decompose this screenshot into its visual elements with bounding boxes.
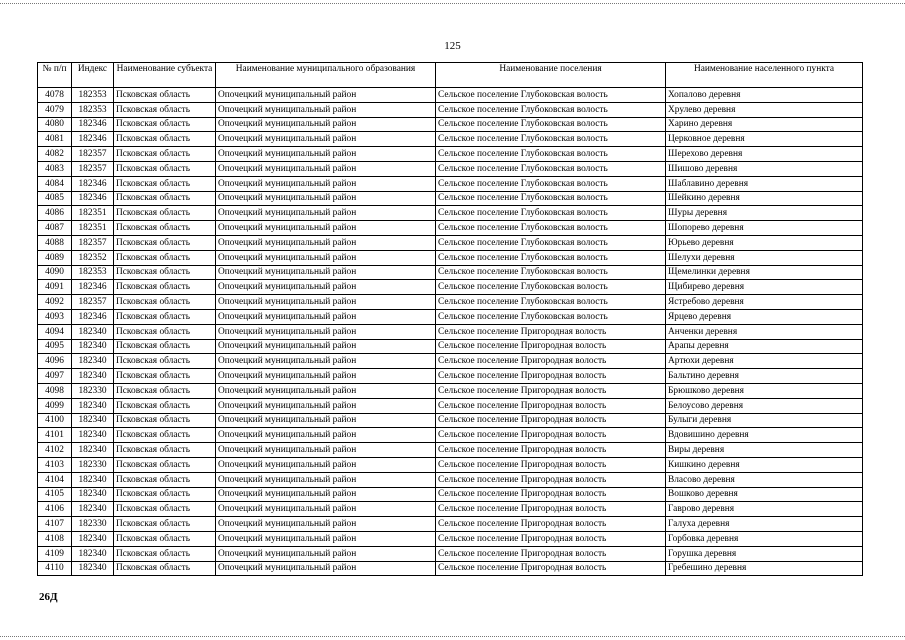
cell-index: 182340 <box>72 502 114 517</box>
cell-municipality: Опочецкий муниципальный район <box>216 295 436 310</box>
cell-settlement: Сельское поселение Глубоковская волость <box>436 265 666 280</box>
cell-settlement: Сельское поселение Глубоковская волость <box>436 221 666 236</box>
cell-municipality: Опочецкий муниципальный район <box>216 517 436 532</box>
cell-index: 182352 <box>72 250 114 265</box>
cell-subject: Псковская область <box>114 117 216 132</box>
table-row <box>38 413 863 428</box>
table-row <box>38 206 863 221</box>
cell-municipality: Опочецкий муниципальный район <box>216 398 436 413</box>
table-row <box>38 221 863 236</box>
cell-settlement: Сельское поселение Глубоковская волость <box>436 88 666 103</box>
cell-subject: Псковская область <box>114 428 216 443</box>
cell-locality: Бальтино деревня <box>666 369 863 384</box>
settlements-table <box>37 62 863 576</box>
cell-settlement: Сельское поселение Глубоковская волость <box>436 191 666 206</box>
cell-subject: Псковская область <box>114 280 216 295</box>
cell-index: 182340 <box>72 428 114 443</box>
table-row <box>38 309 863 324</box>
cell-municipality: Опочецкий муниципальный район <box>216 457 436 472</box>
table-row <box>38 132 863 147</box>
cell-index: 182340 <box>72 561 114 576</box>
cell-index: 182330 <box>72 383 114 398</box>
cell-number: 4088 <box>38 235 72 250</box>
cell-number: 4110 <box>38 561 72 576</box>
cell-number: 4081 <box>38 132 72 147</box>
cell-municipality: Опочецкий муниципальный район <box>216 132 436 147</box>
cell-subject: Псковская область <box>114 250 216 265</box>
cell-index: 182340 <box>72 531 114 546</box>
table-row <box>38 191 863 206</box>
cell-municipality: Опочецкий муниципальный район <box>216 280 436 295</box>
page-number: 125 <box>444 40 461 52</box>
cell-settlement: Сельское поселение Пригородная волость <box>436 472 666 487</box>
cell-locality: Щемелинки деревня <box>666 265 863 280</box>
cell-locality: Горбовка деревня <box>666 531 863 546</box>
cell-subject: Псковская область <box>114 531 216 546</box>
cell-locality: Вошково деревня <box>666 487 863 502</box>
cell-number: 4079 <box>38 102 72 117</box>
cell-locality: Гребешино деревня <box>666 561 863 576</box>
cell-index: 182351 <box>72 221 114 236</box>
cell-subject: Псковская область <box>114 339 216 354</box>
cell-settlement: Сельское поселение Пригородная волость <box>436 369 666 384</box>
cell-settlement: Сельское поселение Пригородная волость <box>436 398 666 413</box>
cell-locality: Булыги деревня <box>666 413 863 428</box>
cell-locality: Ярцево деревня <box>666 309 863 324</box>
table-row <box>38 561 863 576</box>
cell-number: 4080 <box>38 117 72 132</box>
cell-number: 4089 <box>38 250 72 265</box>
cell-index: 182330 <box>72 457 114 472</box>
cell-subject: Псковская область <box>114 487 216 502</box>
cell-subject: Псковская область <box>114 383 216 398</box>
cell-subject: Псковская область <box>114 235 216 250</box>
cell-locality: Шаблавино деревня <box>666 176 863 191</box>
cell-number: 4078 <box>38 88 72 103</box>
cell-subject: Псковская область <box>114 369 216 384</box>
cell-number: 4090 <box>38 265 72 280</box>
header-locality: Наименование населенного пункта <box>666 63 863 88</box>
table-row <box>38 265 863 280</box>
cell-municipality: Опочецкий муниципальный район <box>216 413 436 428</box>
header-settlement: Наименование поселения <box>436 63 666 88</box>
cell-index: 182340 <box>72 413 114 428</box>
table-row <box>38 487 863 502</box>
table-row <box>38 295 863 310</box>
cell-subject: Псковская область <box>114 309 216 324</box>
cell-settlement: Сельское поселение Пригородная волость <box>436 531 666 546</box>
cell-index: 182357 <box>72 295 114 310</box>
cell-settlement: Сельское поселение Глубоковская волость <box>436 176 666 191</box>
cell-settlement: Сельское поселение Пригородная волость <box>436 561 666 576</box>
cell-locality: Церковное деревня <box>666 132 863 147</box>
cell-locality: Белоусово деревня <box>666 398 863 413</box>
cell-municipality: Опочецкий муниципальный район <box>216 309 436 324</box>
cell-locality: Хрулево деревня <box>666 102 863 117</box>
cell-subject: Псковская область <box>114 398 216 413</box>
cell-municipality: Опочецкий муниципальный район <box>216 191 436 206</box>
cell-municipality: Опочецкий муниципальный район <box>216 443 436 458</box>
table-body <box>38 88 863 576</box>
cell-settlement: Сельское поселение Глубоковская волость <box>436 235 666 250</box>
cell-locality: Гаврово деревня <box>666 502 863 517</box>
cell-settlement: Сельское поселение Пригородная волость <box>436 354 666 369</box>
cell-municipality: Опочецкий муниципальный район <box>216 502 436 517</box>
cell-index: 182340 <box>72 339 114 354</box>
cell-number: 4096 <box>38 354 72 369</box>
cell-municipality: Опочецкий муниципальный район <box>216 531 436 546</box>
cell-index: 182340 <box>72 487 114 502</box>
cell-settlement: Сельское поселение Пригородная волость <box>436 413 666 428</box>
cell-locality: Шуры деревня <box>666 206 863 221</box>
cell-settlement: Сельское поселение Пригородная волость <box>436 443 666 458</box>
cell-subject: Псковская область <box>114 443 216 458</box>
cell-municipality: Опочецкий муниципальный район <box>216 487 436 502</box>
cell-locality: Шейкино деревня <box>666 191 863 206</box>
cell-index: 182340 <box>72 324 114 339</box>
cell-locality: Шерехово деревня <box>666 147 863 162</box>
cell-index: 182330 <box>72 517 114 532</box>
cell-index: 182353 <box>72 265 114 280</box>
cell-locality: Галуха деревня <box>666 517 863 532</box>
cell-locality: Хопалово деревня <box>666 88 863 103</box>
table-row <box>38 457 863 472</box>
cell-municipality: Опочецкий муниципальный район <box>216 250 436 265</box>
cell-settlement: Сельское поселение Пригородная волость <box>436 383 666 398</box>
cell-number: 4082 <box>38 147 72 162</box>
cell-municipality: Опочецкий муниципальный район <box>216 176 436 191</box>
cell-index: 182357 <box>72 235 114 250</box>
table-row <box>38 398 863 413</box>
cell-subject: Псковская область <box>114 206 216 221</box>
table-row <box>38 161 863 176</box>
cell-locality: Щибирево деревня <box>666 280 863 295</box>
cell-subject: Псковская область <box>114 295 216 310</box>
header-index: Индекс <box>72 63 114 88</box>
cell-locality: Шишово деревня <box>666 161 863 176</box>
header-subject: Наименование субъекта <box>114 63 216 88</box>
cell-index: 182346 <box>72 309 114 324</box>
cell-subject: Псковская область <box>114 324 216 339</box>
cell-index: 182340 <box>72 472 114 487</box>
cell-settlement: Сельское поселение Глубоковская волость <box>436 132 666 147</box>
cell-subject: Псковская область <box>114 176 216 191</box>
cell-index: 182340 <box>72 546 114 561</box>
cell-subject: Псковская область <box>114 147 216 162</box>
cell-subject: Псковская область <box>114 191 216 206</box>
cell-index: 182340 <box>72 354 114 369</box>
cell-settlement: Сельское поселение Глубоковская волость <box>436 250 666 265</box>
cell-index: 182353 <box>72 102 114 117</box>
cell-locality: Брюшково деревня <box>666 383 863 398</box>
cell-number: 4095 <box>38 339 72 354</box>
cell-settlement: Сельское поселение Глубоковская волость <box>436 117 666 132</box>
cell-locality: Кишкино деревня <box>666 457 863 472</box>
cell-municipality: Опочецкий муниципальный район <box>216 561 436 576</box>
cell-subject: Псковская область <box>114 265 216 280</box>
cell-number: 4100 <box>38 413 72 428</box>
cell-settlement: Сельское поселение Глубоковская волость <box>436 309 666 324</box>
cell-municipality: Опочецкий муниципальный район <box>216 339 436 354</box>
cell-municipality: Опочецкий муниципальный район <box>216 147 436 162</box>
table-row <box>38 88 863 103</box>
cell-settlement: Сельское поселение Пригородная волость <box>436 517 666 532</box>
cell-index: 182340 <box>72 443 114 458</box>
cell-number: 4084 <box>38 176 72 191</box>
table-row <box>38 472 863 487</box>
table-row <box>38 546 863 561</box>
cell-subject: Псковская область <box>114 457 216 472</box>
table-row <box>38 280 863 295</box>
cell-settlement: Сельское поселение Глубоковская волость <box>436 102 666 117</box>
cell-subject: Псковская область <box>114 413 216 428</box>
cell-subject: Псковская область <box>114 132 216 147</box>
cell-locality: Вдовишино деревня <box>666 428 863 443</box>
cell-subject: Псковская область <box>114 161 216 176</box>
cell-settlement: Сельское поселение Глубоковская волость <box>436 280 666 295</box>
cell-municipality: Опочецкий муниципальный район <box>216 369 436 384</box>
cell-number: 4105 <box>38 487 72 502</box>
cell-settlement: Сельское поселение Пригородная волость <box>436 339 666 354</box>
table-row <box>38 383 863 398</box>
cell-number: 4085 <box>38 191 72 206</box>
table-header-row <box>38 63 863 88</box>
cell-locality: Виры деревня <box>666 443 863 458</box>
table-row <box>38 102 863 117</box>
cell-index: 182351 <box>72 206 114 221</box>
cell-subject: Псковская область <box>114 561 216 576</box>
cell-number: 4091 <box>38 280 72 295</box>
cell-subject: Псковская область <box>114 88 216 103</box>
table-row <box>38 531 863 546</box>
cell-municipality: Опочецкий муниципальный район <box>216 428 436 443</box>
cell-settlement: Сельское поселение Глубоковская волость <box>436 147 666 162</box>
cell-locality: Анченки деревня <box>666 324 863 339</box>
cell-number: 4101 <box>38 428 72 443</box>
cell-index: 182357 <box>72 161 114 176</box>
cell-settlement: Сельское поселение Пригородная волость <box>436 428 666 443</box>
table-row <box>38 517 863 532</box>
cell-locality: Шопорево деревня <box>666 221 863 236</box>
cell-number: 4109 <box>38 546 72 561</box>
cell-municipality: Опочецкий муниципальный район <box>216 265 436 280</box>
cell-number: 4102 <box>38 443 72 458</box>
cell-index: 182340 <box>72 398 114 413</box>
cell-municipality: Опочецкий муниципальный район <box>216 472 436 487</box>
cell-subject: Псковская область <box>114 354 216 369</box>
cell-settlement: Сельское поселение Глубоковская волость <box>436 295 666 310</box>
cell-number: 4098 <box>38 383 72 398</box>
table-row <box>38 176 863 191</box>
cell-municipality: Опочецкий муниципальный район <box>216 324 436 339</box>
cell-locality: Шелухи деревня <box>666 250 863 265</box>
cell-locality: Власово деревня <box>666 472 863 487</box>
cell-index: 182353 <box>72 88 114 103</box>
cell-municipality: Опочецкий муниципальный район <box>216 161 436 176</box>
table-row <box>38 324 863 339</box>
table-row <box>38 502 863 517</box>
scan-edge-top <box>0 3 905 4</box>
cell-settlement: Сельское поселение Пригородная волость <box>436 546 666 561</box>
cell-number: 4087 <box>38 221 72 236</box>
cell-subject: Псковская область <box>114 102 216 117</box>
cell-index: 182346 <box>72 191 114 206</box>
table-row <box>38 354 863 369</box>
cell-number: 4092 <box>38 295 72 310</box>
cell-subject: Псковская область <box>114 546 216 561</box>
cell-index: 182346 <box>72 280 114 295</box>
table-row <box>38 369 863 384</box>
cell-settlement: Сельское поселение Пригородная волость <box>436 324 666 339</box>
cell-subject: Псковская область <box>114 472 216 487</box>
cell-number: 4083 <box>38 161 72 176</box>
cell-number: 4097 <box>38 369 72 384</box>
cell-municipality: Опочецкий муниципальный район <box>216 102 436 117</box>
cell-locality: Харино деревня <box>666 117 863 132</box>
cell-index: 182357 <box>72 147 114 162</box>
cell-number: 4099 <box>38 398 72 413</box>
cell-locality: Ястребово деревня <box>666 295 863 310</box>
cell-number: 4094 <box>38 324 72 339</box>
table-row <box>38 147 863 162</box>
cell-number: 4104 <box>38 472 72 487</box>
cell-municipality: Опочецкий муниципальный район <box>216 235 436 250</box>
cell-locality: Юрьево деревня <box>666 235 863 250</box>
cell-municipality: Опочецкий муниципальный район <box>216 546 436 561</box>
cell-index: 182346 <box>72 132 114 147</box>
cell-locality: Горушка деревня <box>666 546 863 561</box>
cell-settlement: Сельское поселение Глубоковская волость <box>436 161 666 176</box>
footer-code: 26Д <box>39 591 58 603</box>
cell-municipality: Опочецкий муниципальный район <box>216 88 436 103</box>
table-row <box>38 250 863 265</box>
cell-number: 4093 <box>38 309 72 324</box>
cell-settlement: Сельское поселение Пригородная волость <box>436 457 666 472</box>
table-row <box>38 428 863 443</box>
cell-number: 4107 <box>38 517 72 532</box>
cell-number: 4108 <box>38 531 72 546</box>
cell-locality: Артюхи деревня <box>666 354 863 369</box>
cell-index: 182346 <box>72 176 114 191</box>
cell-index: 182346 <box>72 117 114 132</box>
cell-settlement: Сельское поселение Пригородная волость <box>436 487 666 502</box>
scan-edge-bottom <box>0 636 905 637</box>
cell-settlement: Сельское поселение Глубоковская волость <box>436 206 666 221</box>
header-number: № п/п <box>38 63 72 88</box>
cell-municipality: Опочецкий муниципальный район <box>216 206 436 221</box>
cell-number: 4086 <box>38 206 72 221</box>
cell-municipality: Опочецкий муниципальный район <box>216 117 436 132</box>
cell-municipality: Опочецкий муниципальный район <box>216 383 436 398</box>
cell-municipality: Опочецкий муниципальный район <box>216 221 436 236</box>
table-row <box>38 235 863 250</box>
table-row <box>38 117 863 132</box>
cell-municipality: Опочецкий муниципальный район <box>216 354 436 369</box>
cell-subject: Псковская область <box>114 502 216 517</box>
cell-number: 4103 <box>38 457 72 472</box>
header-municipality: Наименование муниципального образования <box>216 63 436 88</box>
cell-index: 182340 <box>72 369 114 384</box>
cell-subject: Псковская область <box>114 517 216 532</box>
cell-subject: Псковская область <box>114 221 216 236</box>
cell-locality: Арапы деревня <box>666 339 863 354</box>
table-row <box>38 339 863 354</box>
cell-settlement: Сельское поселение Пригородная волость <box>436 502 666 517</box>
table-row <box>38 443 863 458</box>
cell-number: 4106 <box>38 502 72 517</box>
